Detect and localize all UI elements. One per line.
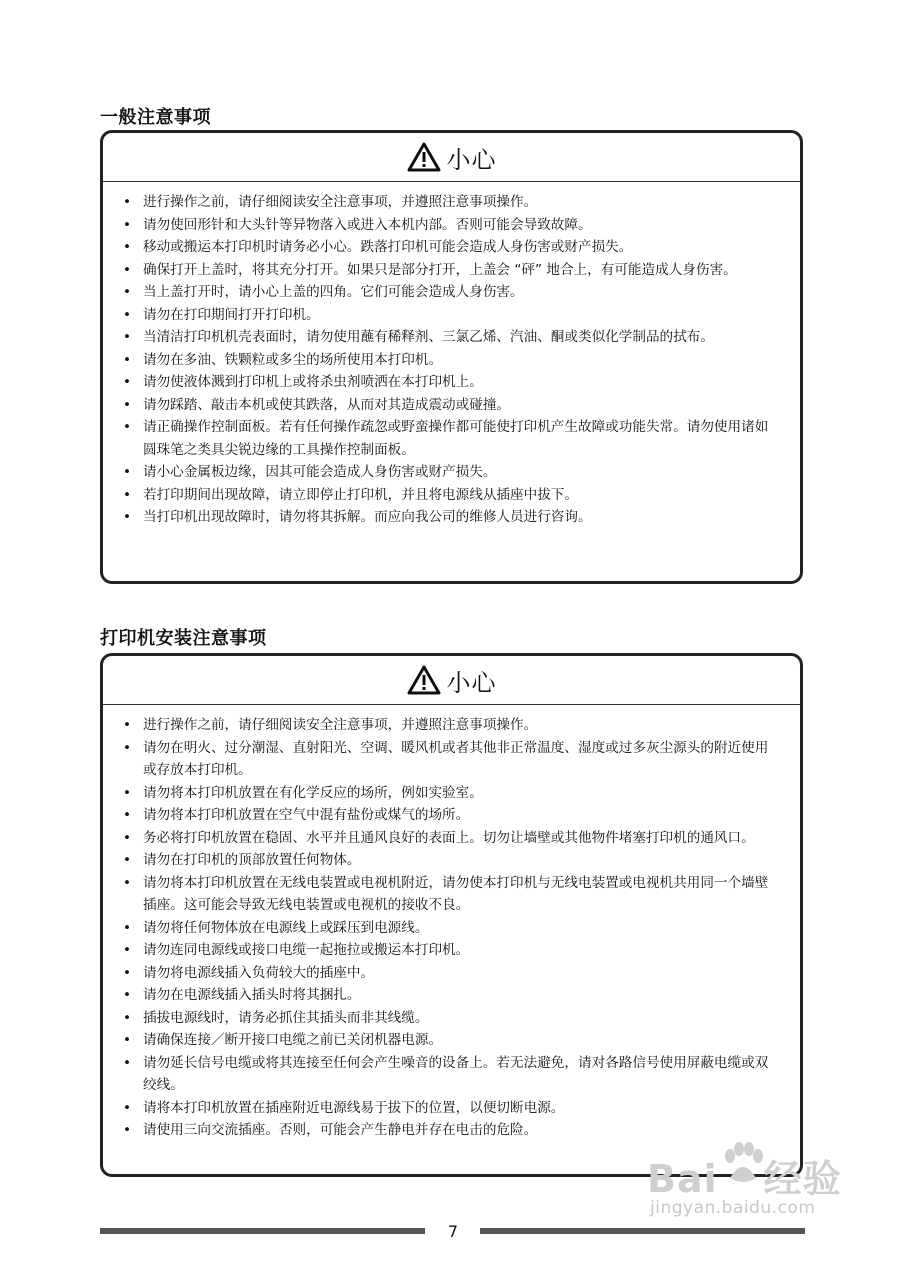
bullet-icon: • (123, 1032, 132, 1048)
list-item (123, 416, 780, 461)
bullet-icon: • (123, 919, 132, 936)
list-item (123, 304, 780, 327)
bullet-icon: • (123, 239, 132, 255)
bullet-icon: • (123, 464, 132, 480)
list-item-text: 请勿在多油、铁颗粒或多尘的场所使用本打印机。 (143, 351, 443, 368)
list-item-text: 请勿使回形针和大头针等异物落入或进入本机内部。否则可能会导致故障。 (143, 216, 592, 233)
caution-header (103, 133, 800, 182)
bullet-icon: • (123, 374, 132, 390)
list-item-text: 请正确操作控制面板。若有任何操作疏忽或野蛮操作都可能使打印机产生故障或功能失常。请勿使用诸如圆珠笔之类具尖锐边缘的工具操作控制面板。 (143, 419, 769, 458)
bullet-icon: • (123, 284, 132, 300)
bullet-icon: • (123, 1099, 132, 1116)
bullet-icon: • (123, 1122, 132, 1138)
list-item-text: 请勿在打印机的顶部放置任何物体。 (143, 852, 361, 868)
bullet-icon: • (123, 194, 132, 210)
caution-list-installation (103, 705, 800, 1142)
bullet-icon: • (123, 1009, 132, 1026)
list-item-text: 请勿延长信号电缆或将其连接至任何会产生噪音的设备上。若无法避免，请对各路信号使用屏蔽电缆或双绞线。 (143, 1054, 769, 1093)
bullet-icon: • (123, 216, 132, 233)
list-item (123, 1119, 780, 1142)
list-item (123, 371, 780, 394)
list-item (123, 1029, 780, 1052)
list-item-text: 进行操作之前，请仔细阅读安全注意事项，并遵照注意事项操作。 (143, 717, 538, 733)
bullet-icon: • (123, 874, 132, 891)
list-item (123, 259, 780, 282)
footer-rule-left (100, 1228, 425, 1234)
list-item-text: 请勿踩踏、敲击本机或使其跌落，从而对其造成震动或碰撞。 (143, 396, 511, 413)
list-item (123, 484, 780, 507)
watermark-logo-right: 经验 (763, 1157, 842, 1201)
bullet-icon: • (123, 852, 132, 868)
list-item (123, 506, 780, 529)
watermark-url: jingyan.baidu.com (650, 1198, 816, 1218)
list-item-text: 请使用三向交流插座。否则，可能会产生静电并存在电击的危险。 (143, 1122, 538, 1138)
list-item (123, 1052, 780, 1097)
list-item-text: 请确保连接／断开接口电缆之前已关闭机器电源。 (143, 1032, 443, 1048)
list-item-text: 当上盖打开时，请小心上盖的四角。它们可能会造成人身伤害。 (143, 284, 524, 300)
list-item (123, 737, 780, 782)
caution-label: 小心 (446, 145, 497, 174)
bullet-icon: • (123, 419, 132, 435)
watermark-logo-left: Bai (647, 1157, 718, 1201)
caution-list-general (103, 182, 800, 529)
list-item (123, 281, 780, 304)
list-item-text: 请小心金属板边缘，因其可能会造成人身伤害或财产损失。 (143, 464, 497, 480)
section-title-installation: 打印机安装注意事项 (100, 628, 267, 649)
page-number: 7 (447, 1222, 459, 1241)
list-item-text: 进行操作之前，请仔细阅读安全注意事项，并遵照注意事项操作。 (143, 194, 538, 210)
warning-triangle-icon (407, 665, 441, 695)
warning-triangle-icon (407, 142, 441, 172)
list-item-text: 请勿使液体溅到打印机上或将杀虫剂喷洒在本打印机上。 (143, 374, 483, 390)
list-item (123, 394, 780, 417)
bullet-icon: • (123, 739, 132, 756)
bullet-icon: • (123, 717, 132, 733)
caution-box-general (100, 130, 803, 584)
list-item (123, 326, 780, 349)
section-title-general: 一般注意事项 (100, 107, 211, 128)
list-item-text: 请勿将本打印机放置在有化学反应的场所，例如实验室。 (143, 784, 483, 801)
list-item (123, 939, 780, 962)
bullet-icon: • (123, 829, 132, 846)
bullet-icon: • (123, 306, 132, 323)
list-item (123, 236, 780, 259)
list-item-text: 移动或搬运本打印机时请务必小心。跌落打印机可能会造成人身伤害或财产损失。 (143, 239, 633, 255)
list-item-text: 请勿将任何物体放在电源线上或踩压到电源线。 (143, 919, 429, 936)
list-item (123, 191, 780, 214)
list-item (123, 827, 780, 850)
list-item (123, 917, 780, 940)
list-item-text: 务必将打印机放置在稳固、水平并且通风良好的表面上。切勿让墙壁或其他物件堵塞打印机的通风口。 (143, 829, 755, 846)
bullet-icon: • (123, 261, 132, 278)
footer-rule-right (480, 1228, 805, 1234)
list-item-text: 确保打开上盖时，将其充分打开。如果只是部分打开，上盖会 “砰” 地合上，有可能造成人身伤害。 (143, 261, 737, 278)
bullet-icon: • (123, 987, 132, 1003)
list-item-text: 若打印期间出现故障，请立即停止打印机，并且将电源线从插座中拔下。 (143, 486, 578, 503)
bullet-icon: • (123, 942, 132, 958)
list-item-text: 当清洁打印机机壳表面时，请勿使用蘸有稀释剂、三氯乙烯、汽油、酮或类似化学制品的拭布。 (143, 329, 714, 345)
bullet-icon: • (123, 784, 132, 801)
paw-icon (720, 1142, 766, 1188)
list-item (123, 1007, 780, 1030)
caution-header (103, 656, 800, 705)
list-item (123, 804, 780, 827)
list-item (123, 461, 780, 484)
bullet-icon: • (123, 486, 132, 503)
list-item (123, 984, 780, 1007)
list-item-text: 插拔电源线时，请务必抓住其插头而非其线缆。 (143, 1009, 429, 1026)
list-item-text: 请勿在明火、过分潮湿、直射阳光、空调、暖风机或者其他非正常温度、湿度或过多灰尘源头的附近使用或存放本打印机。 (143, 739, 769, 778)
bullet-icon: • (123, 1054, 132, 1071)
list-item (123, 214, 780, 237)
list-item (123, 714, 780, 737)
bullet-icon: • (123, 964, 132, 981)
list-item (123, 962, 780, 985)
list-item (123, 849, 780, 872)
bullet-icon: • (123, 509, 132, 525)
list-item-text: 请勿在打印期间打开打印机。 (143, 306, 320, 323)
bullet-icon: • (123, 396, 132, 413)
caution-label: 小心 (446, 668, 497, 697)
bullet-icon: • (123, 329, 132, 345)
list-item (123, 349, 780, 372)
list-item (123, 872, 780, 917)
list-item-text: 请勿在电源线插入插头时将其捆扎。 (143, 987, 361, 1003)
list-item-text: 当打印机出现故障时，请勿将其拆解。而应向我公司的维修人员进行咨询。 (143, 509, 592, 525)
list-item-text: 请勿将本打印机放置在无线电装置或电视机附近，请勿使本打印机与无线电装置或电视机共用同一个墙壁插座。这可能会导致无线电装置或电视机的接收不良。 (143, 874, 769, 913)
list-item (123, 782, 780, 805)
list-item-text: 请将本打印机放置在插座附近电源线易于拔下的位置，以便切断电源。 (143, 1099, 565, 1116)
list-item-text: 请勿将本打印机放置在空气中混有盐份或煤气的场所。 (143, 807, 470, 823)
bullet-icon: • (123, 807, 132, 823)
list-item (123, 1097, 780, 1120)
list-item-text: 请勿连同电源线或接口电缆一起拖拉或搬运本打印机。 (143, 942, 470, 958)
caution-box-installation (100, 653, 803, 1177)
bullet-icon: • (123, 351, 132, 368)
list-item-text: 请勿将电源线插入负荷较大的插座中。 (143, 964, 375, 981)
